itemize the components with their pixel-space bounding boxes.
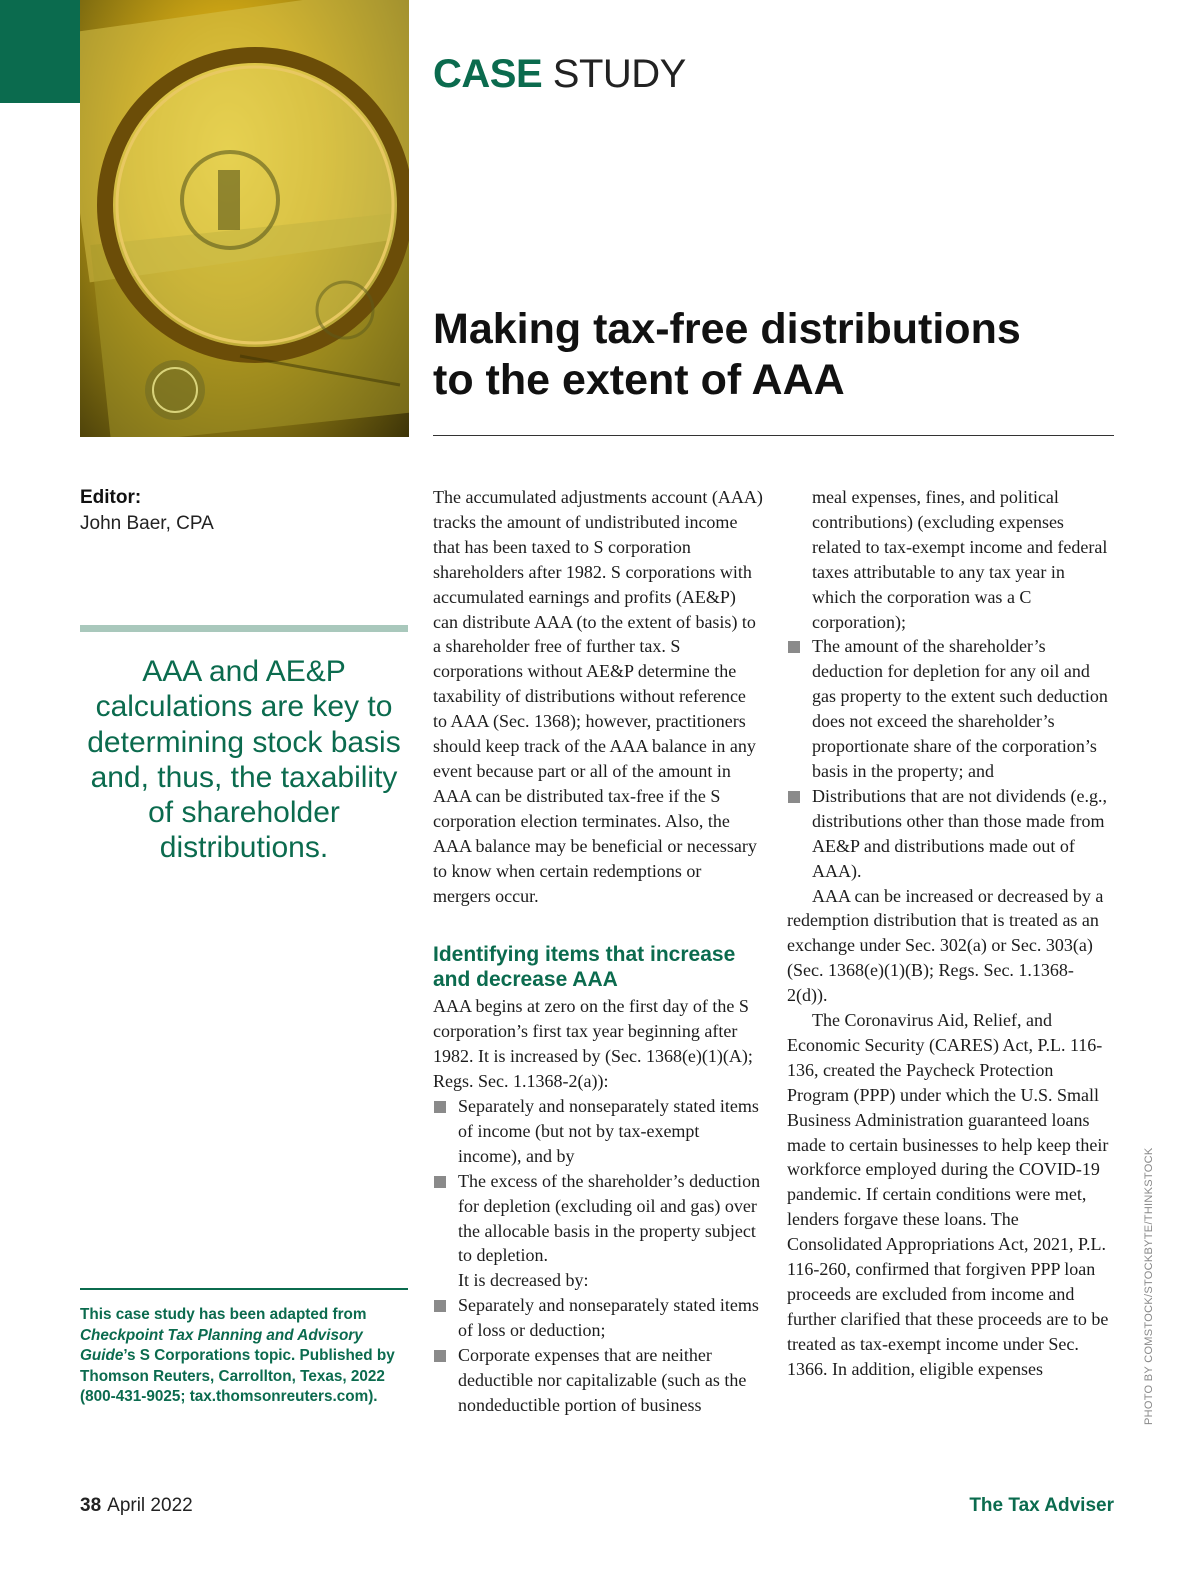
issue-date: April 2022 [107,1495,193,1516]
bullet-square-icon [434,1176,446,1188]
credit-text-2: ’s S Corporations topic. Published by Thomson Reuters, Carrollton, Texas, 2022 (800-431-9025; tax.thomsonreuters.com). [80,1347,395,1405]
pullquote: AAA and AE&P calculations are key to determining stock basis and, thus, the taxability of shareholder distributions. [87,655,401,865]
list-item-text-start: Corporate expenses that are neither deductible nor capitalizable (such as the nondeductible portion of business [458,1345,747,1415]
decrease-intro: It is decreased by: [458,1270,589,1291]
intro-paragraph: The accumulated adjustments account (AAA) tracks the amount of undistributed income that has been taxed to S corporation shareholders after 1982. S corporations with accumulated earnings and profits (AE&P) can distribute AAA (to the extent of basis) to a shareholder free of further tax. S corporations without AE&P determine the taxability of distributions without reference to AAA (Sec. 1368); however, practitioners should keep track of the AAA balance in any event because part or all of the amount in AAA can be distributed tax-free if the S corporation election terminates. Also, the AAA balance may be beneficial or necessary to know when certain redemptions or mergers occur. [433,487,763,906]
list-item-text: Separately and nonseparately stated items of income (but not by tax-exempt income), and by [458,1096,759,1166]
bullet-square-icon [788,641,800,653]
bullet-square-icon [434,1300,446,1312]
adaptation-credit [80,1305,410,1408]
magnifying-glass-dollar-photo [80,0,409,437]
bullet-square-icon [788,791,800,803]
list-item-text: The excess of the shareholder’s deduction for depletion (excluding oil and gas) over the allocable basis in the property subject to depletion. [458,1170,761,1266]
pullquote-rule [80,625,408,632]
editor-label: Editor: [80,487,142,508]
section-subhead: Identifying items that increase and decrease AAA [433,943,736,991]
magnifying-glass-icon [80,0,409,437]
increase-intro: AAA begins at zero on the first day of the S corporation’s first tax year beginning after 1982. It is increased by (Sec. 1368(e)(1)(A); Regs. Sec. 1.1368-2(a)): [433,996,753,1092]
bullet-square-icon [434,1101,446,1113]
list-item [433,1293,763,1343]
editor-name: John Baer, CPA [80,513,214,534]
list-item [433,1343,763,1418]
decrease-list-part-2 [787,634,1113,883]
list-item-text: The amount of the shareholder’s deduction for depletion for any oil and gas property to the extent such deduction does not exceed the shareholder’s proportionate share of the corporation’s basis in the property; and [812,636,1108,781]
list-item-continued: meal expenses, fines, and political contributions) (excluding expenses related to tax-exempt income and federal taxes attributable to any tax year in which the corporation was a C corporation); [812,487,1108,632]
photo-credit: PHOTO BY COMSTOCK/STOCKBYTE/THINKSTOCK [1143,1147,1155,1425]
publication-name: The Tax Adviser [969,1495,1114,1516]
list-item-text: Separately and nonseparately stated items of loss or deduction; [458,1295,759,1341]
increase-list [433,1094,763,1268]
list-item-text: Distributions that are not dividends (e.g., distributions other than those made from AE&P and distributions made out of AAA). [812,785,1107,881]
body-column-2 [787,485,1113,1382]
list-item [433,1169,763,1269]
headline-line-2: to the extent of AAA [433,356,845,404]
list-item [433,1094,763,1169]
article-headline [433,304,1133,406]
redemption-paragraph: AAA can be increased or decreased by a redemption distribution that is treated as an exchange under Sec. 302(a) or Sec. 303(a) (Sec. 1368(e)(1)(B); Regs. Sec. 1.1368-2(d)). [787,885,1104,1006]
bullet-square-icon [434,1350,446,1362]
list-item [787,784,1113,884]
page-footer-left [80,1495,193,1517]
cares-act-paragraph: The Coronavirus Aid, Relief, and Economic Security (CARES) Act, P.L. 116-136, created the Paycheck Protection Program (PPP) under which the U.S. Small Business Administration guaranteed loans made to certain businesses to help keep their workforce employed during the COVID-19 pandemic. If certain conditions were met, lenders forgave these loans. The Consolidated Appropriations Act, 2021, P.L. 116-260, confirmed that forgiven PPP loan proceeds are excluded from income and further clarified that these proceeds are to be treated as tax-exempt income under Sec. 1366. In addition, eligible expenses [787,1010,1109,1379]
kicker-study: STUDY [552,52,686,96]
headline-line-1: Making tax-free distributions [433,305,1021,353]
decrease-list-part-1 [433,1293,763,1418]
credit-rule [80,1288,408,1290]
editor-block [80,485,214,537]
list-item [787,634,1113,783]
credit-text-1: This case study has been adapted from [80,1306,367,1323]
page-number: 38 [80,1495,102,1516]
headline-divider [433,435,1114,436]
green-corner-tab [0,0,80,103]
kicker-case: CASE [433,52,543,96]
body-column-1 [433,485,763,1418]
section-kicker [433,52,686,97]
credit-source-title: Checkpoint Tax Planning and Advisory Guide [80,1326,363,1364]
